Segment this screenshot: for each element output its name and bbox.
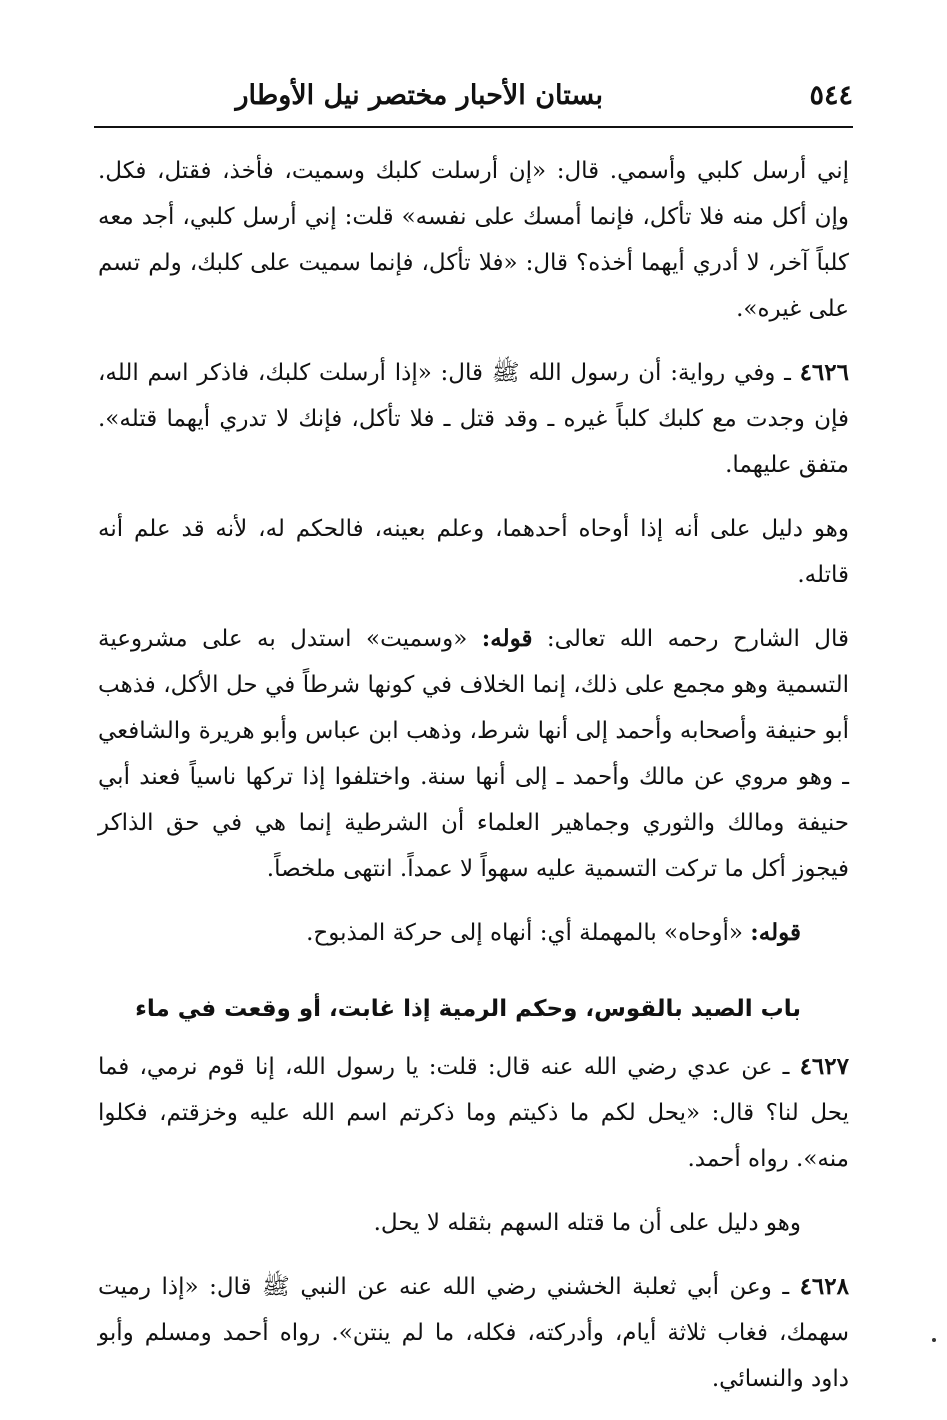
hadith-number: ٤٦٢٧ [799, 1053, 849, 1080]
paragraph-continuation: إني أرسل كلبي وأسمي. قال: «إن أرسلت كلبك وسميت، فأخذ، فقتل، فكل. وإن أكل منه فلا تأكل، فإنما أمسك على نفسه» قلت: إني أرسل كلبي، أجد معه كلباً آخر، لا أدري أيهما أخذه؟ قال: «فلا تأكل، فإنما سميت على كلبك، ولم تسم على غيره». [98, 158, 849, 322]
commentary-paragraph: وهو دليل على أنه إذا أوحاه أحدهما، وعلم بعينه، فالحكم له، لأنه قد علم أنه قاتله. [98, 516, 849, 588]
hadith-text: ـ عن عدي رضي الله عنه قال: قلت: يا رسول الله، إنا قوم نرمي، فما يحل لنا؟ قال: «يحل لكم ما ذكيتم وما ذكرتم اسم الله عليه وخزقتم، فكلوا منه». رواه أحمد. [98, 1054, 849, 1172]
page-body [98, 148, 849, 1420]
awhahu-text: «أوحاه» بالمهملة أي: أنهاه إلى حركة المذبوح. [306, 920, 751, 946]
book-title: بستان الأحبار مختصر نيل الأوطار [235, 80, 603, 111]
scan-speck [932, 1338, 936, 1342]
qawluhu-label: قوله: [481, 625, 533, 652]
qawluhu-label: قوله: [750, 919, 801, 946]
sharih-paragraph [98, 616, 849, 892]
chapter-title: باب الصيد بالقوس، وحكم الرمية إذا غابت، أو وقعت في ماء [135, 996, 801, 1022]
awhahu-paragraph [98, 910, 849, 956]
page-number: ٥٤٤ [809, 80, 853, 111]
hadith-4628 [98, 1264, 849, 1402]
commentary-paragraph: وهو دليل على أن ما قتله السهم بثقله لا يحل. [373, 1210, 801, 1236]
hadith-number: ٤٦٢٦ [799, 359, 849, 386]
sharih-text: «وسميت» استدل به على مشروعية التسمية وهو مجمع على ذلك، إنما الخلاف في كونها شرطاً في حل الأكل، فذهب أبو حنيفة وأصحابه وأحمد إلى أنها شرط، وذهب ابن عباس وأبو هريرة والشافعي ـ وهو مروي عن مالك وأحمد ـ إلى أنها سنة. واختلفوا إذا تركها ناسياً فعند أبي حنيفة ومالك والثوري وجماهير العلماء أن الشرطية إنما هي في حق الذاكر فيجوز أكل ما تركت التسمية عليه سهواً لا عمداً. انتهى ملخصاً. [98, 626, 849, 882]
page-header [94, 74, 853, 128]
sharih-intro: قال الشارح رحمه الله تعالى: [532, 626, 849, 652]
hadith-4627 [98, 1044, 849, 1182]
hadith-text: ـ وعن أبي ثعلبة الخشني رضي الله عنه عن النبي ﷺ قال: «إذا رميت سهمك، فغاب ثلاثة أيام، وأدركته، فكله، ما لم ينتن». رواه أحمد ومسلم وأبو داود والنسائي. [98, 1274, 849, 1392]
hadith-number: ٤٦٢٨ [799, 1273, 849, 1300]
hadith-text: ـ وفي رواية: أن رسول الله ﷺ قال: «إذا أرسلت كلبك، فاذكر اسم الله، فإن وجدت مع كلبك كلباً غيره ـ وقد قتل ـ فلا تأكل، فإنك لا تدري أيهما قتله». متفق عليهما. [98, 360, 849, 478]
hadith-4626 [98, 350, 849, 488]
